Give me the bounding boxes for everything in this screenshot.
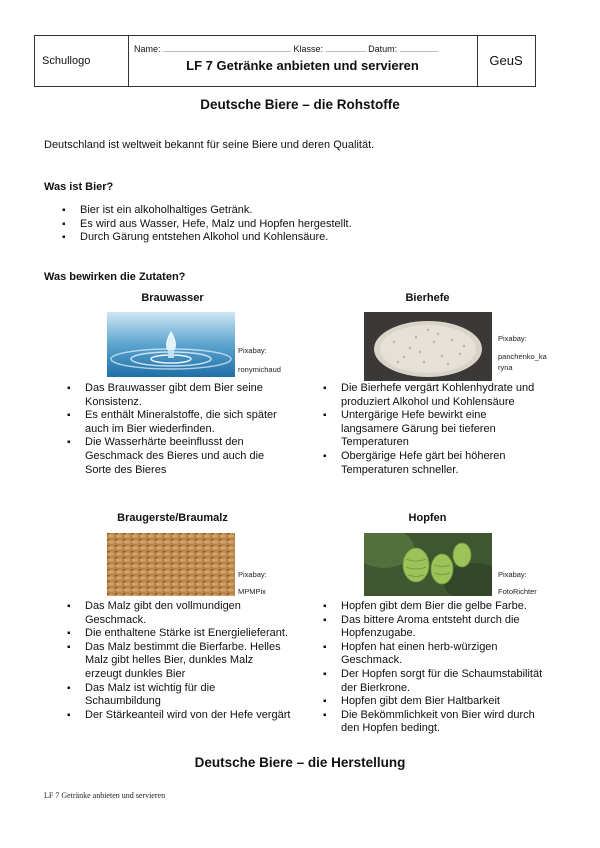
list-item: ▪ Die Wasserhärte beeinflusst den Geschmack des Bieres und auch die Sorte des Bieres xyxy=(67,436,282,477)
malt-credit-label: Pixabay: xyxy=(238,570,267,579)
header-title: LF 7 Getränke anbieten und servieren xyxy=(186,58,419,73)
list-item: ▪ Bier ist ein alkoholhaltiges Getränk. xyxy=(62,204,542,218)
list-item: ▪ Obergärige Hefe gärt bei höheren Temperaturen schneller. xyxy=(323,450,538,477)
page-footer: LF 7 Getränke anbieten und servieren xyxy=(44,791,166,800)
yeast-image xyxy=(364,312,492,381)
list-item: ▪ Untergärige Hefe bewirkt eine langsamere Gärung bei tieferen Temperaturen xyxy=(323,409,538,450)
school-logo-placeholder: Schullogo xyxy=(42,55,91,67)
malt-list xyxy=(67,600,292,722)
logo-cell xyxy=(35,36,129,86)
list-item: ▪ Die enthaltene Stärke ist Energielieferant. xyxy=(67,627,292,641)
yeast-title: Bierhefe xyxy=(405,292,450,304)
header-initials: GeuS xyxy=(489,53,523,68)
yeast-granules-icon xyxy=(364,312,492,381)
name-label: Name: xyxy=(134,44,161,54)
water-drop-image xyxy=(107,312,235,377)
water-drop-icon xyxy=(107,312,235,377)
page-title: Deutsche Biere – die Rohstoffe xyxy=(200,97,400,112)
class-label: Klasse: xyxy=(293,44,324,54)
ingredients-heading: Was bewirken die Zutaten? xyxy=(44,271,186,283)
hops-title: Hopfen xyxy=(408,512,447,524)
list-item: ▪ Der Stärkeanteil wird von der Hefe vergärt xyxy=(67,709,292,723)
list-item: ▪ Das bittere Aroma entsteht durch die Hopfenzugabe. xyxy=(323,614,548,641)
list-item: ▪ Es enthält Mineralstoffe, die sich später auch im Bier wiederfinden. xyxy=(67,409,282,436)
list-item: ▪ Hopfen gibt dem Bier Haltbarkeit xyxy=(323,695,548,709)
water-list xyxy=(67,382,282,477)
header-table xyxy=(34,35,536,87)
header-fields xyxy=(134,43,438,54)
yeast-credit-label: Pixabay: xyxy=(498,334,527,343)
list-item: ▪ Das Brauwasser gibt dem Bier seine Konsistenz. xyxy=(67,382,282,409)
initials-cell xyxy=(477,36,535,86)
intro-text: Deutschland ist weltweit bekannt für seine Biere und deren Qualität. xyxy=(44,139,375,151)
hops-credit-name: FotoRichter xyxy=(498,587,537,596)
list-item: ▪ Die Bierhefe vergärt Kohlenhydrate und produziert Alkohol und Kohlensäure xyxy=(323,382,538,409)
name-line[interactable] xyxy=(163,43,291,52)
malt-title: Braugerste/Braumalz xyxy=(117,512,228,524)
yeast-credit-name: panchenko_ka ryna xyxy=(498,352,547,372)
hops-image xyxy=(364,533,492,596)
what-is-beer-list xyxy=(62,204,542,245)
class-line[interactable] xyxy=(326,43,366,52)
list-item: ▪ Es wird aus Wasser, Hefe, Malz und Hopfen hergestellt. xyxy=(62,218,542,232)
malt-credit-name: MPMPix xyxy=(238,587,266,596)
list-item: ▪ Der Hopfen sorgt für die Schaumstabilität der Bierkrone. xyxy=(323,668,548,695)
list-item: ▪ Hopfen hat einen herb-würzigen Geschmack. xyxy=(323,641,548,668)
date-line[interactable] xyxy=(400,43,438,52)
water-title: Brauwasser xyxy=(141,292,204,304)
malt-grains-icon xyxy=(107,533,235,596)
hops-list xyxy=(323,600,548,736)
what-is-beer-heading: Was ist Bier? xyxy=(44,181,114,193)
list-item: ▪ Das Malz ist wichtig für die Schaumbildung xyxy=(67,682,292,709)
list-item: ▪ Das Malz bestimmt die Bierfarbe. Helles Malz gibt helles Bier, dunkles Malz erzeugt dunkles Bier xyxy=(67,641,292,682)
hops-cone-icon xyxy=(364,533,492,596)
water-credit-label: Pixabay: xyxy=(238,346,267,355)
list-item: ▪ Hopfen gibt dem Bier die gelbe Farbe. xyxy=(323,600,548,614)
list-item: ▪ Die Bekömmlichkeit von Bier wird durch den Hopfen bedingt. xyxy=(323,709,548,736)
list-item: ▪ Durch Gärung entstehen Alkohol und Kohlensäure. xyxy=(62,231,542,245)
malt-image xyxy=(107,533,235,596)
yeast-list xyxy=(323,382,538,477)
water-credit-name: ronymichaud xyxy=(238,365,281,374)
hops-credit-label: Pixabay: xyxy=(498,570,527,579)
list-item: ▪ Das Malz gibt den vollmundigen Geschmack. xyxy=(67,600,292,627)
date-label: Datum: xyxy=(368,44,398,54)
section-title-production: Deutsche Biere – die Herstellung xyxy=(194,755,406,770)
title-cell xyxy=(128,36,478,86)
